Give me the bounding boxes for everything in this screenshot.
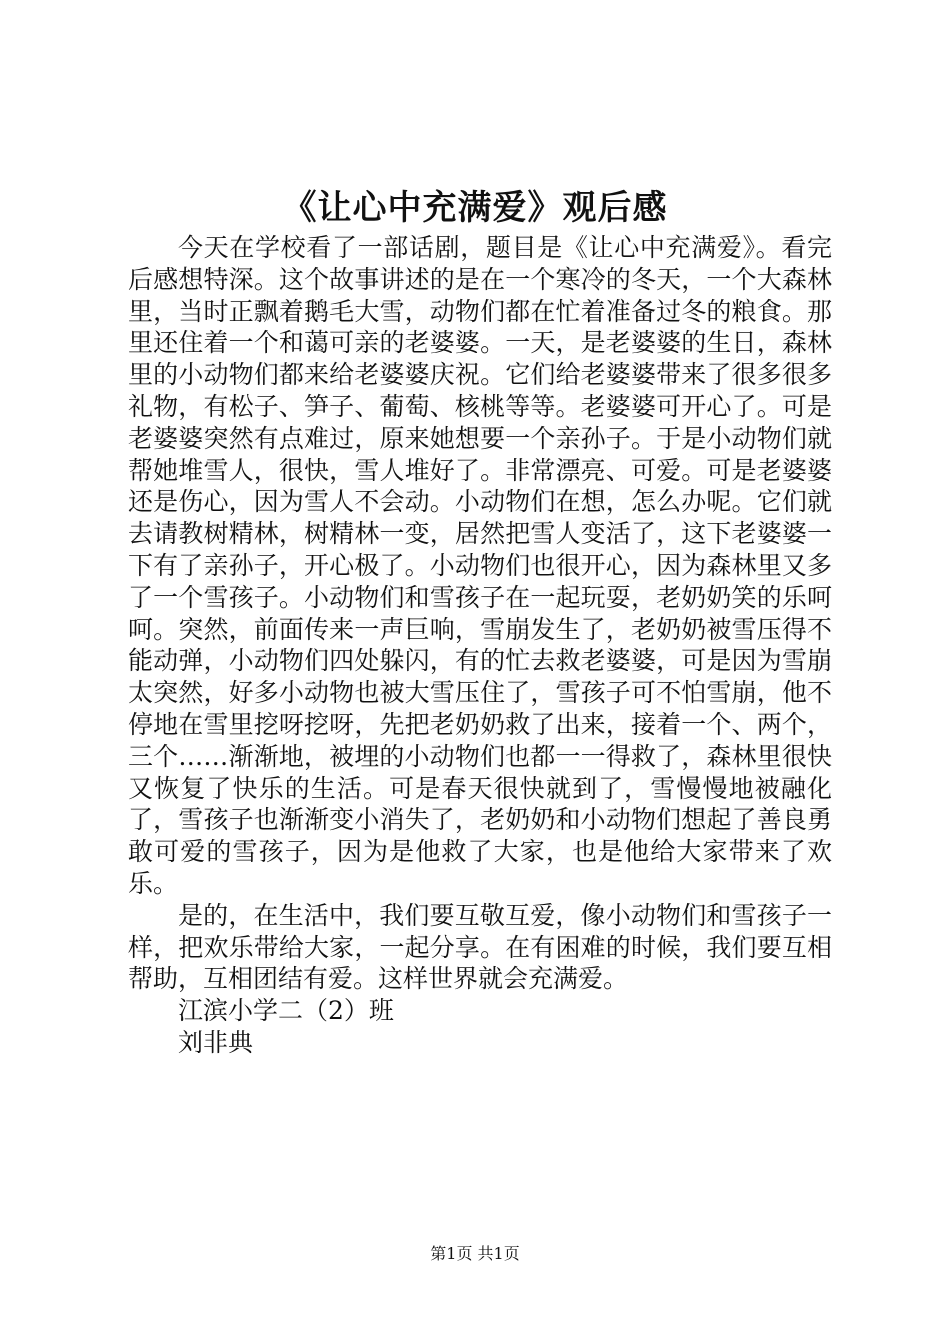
author-name: 刘非典: [178, 1027, 254, 1057]
document-title: 《让心中充满爱》观后感: [282, 188, 668, 228]
school-class: 江滨小学二（2）班: [178, 996, 394, 1026]
paragraph-2: 是的，在生活中，我们要互敬互爱，像小动物们和雪孩子一样，把欢乐带给大家，一起分享。在有困难的时候，我们要互相帮助，互相团结有爱。这样世界就会充满爱。: [128, 900, 832, 994]
page-footer: 第1页 共1页: [430, 1244, 520, 1263]
document-body: [128, 232, 832, 1059]
paragraph-1: 今天在学校看了一部话剧，题目是《让心中充满爱》。看完后感想特深。这个故事讲述的是在一个寒冷的冬天，一个大森林里，当时正飘着鹅毛大雪，动物们都在忙着准备过冬的粮食。那里还住着一个和蔼可亲的老婆婆。一天，是老婆婆的生日，森林里的小动物们都来给老婆婆庆祝。它们给老婆婆带来了很多很多礼物，有松子、笋子、葡萄、核桃等等。老婆婆可开心了。可是老婆婆突然有点难过，原来她想要一个亲孙子。于是小动物们就帮她堆雪人，很快，雪人堆好了。非常漂亮、可爱。可是老婆婆还是伤心，因为雪人不会动。小动物们在想，怎么办呢。它们就去请教树精林，树精林一变，居然把雪人变活了，这下老婆婆一下有了亲孙子，开心极了。小动物们也很开心，因为森林里又多了一个雪孩子。小动物们和雪孩子在一起玩耍，老奶奶笑的乐呵呵。突然，前面传来一声巨响，雪崩发生了，老奶奶被雪压得不能动弹，小动物们四处躲闪，有的忙去救老婆婆，可是因为雪崩太突然，好多小动物也被大雪压住了，雪孩子可不怕雪崩，他不停地在雪里挖呀挖呀，先把老奶奶救了出来，接着一个、两个，三个……渐渐地，被埋的小动物们也都一一得救了，森林里很快又恢复了快乐的生活。可是春天很快就到了，雪慢慢地被融化了，雪孩子也渐渐变小消失了，老奶奶和小动物们想起了善良勇敢可爱的雪孩子，因为是他救了大家，也是他给大家带来了欢乐。: [128, 233, 832, 898]
